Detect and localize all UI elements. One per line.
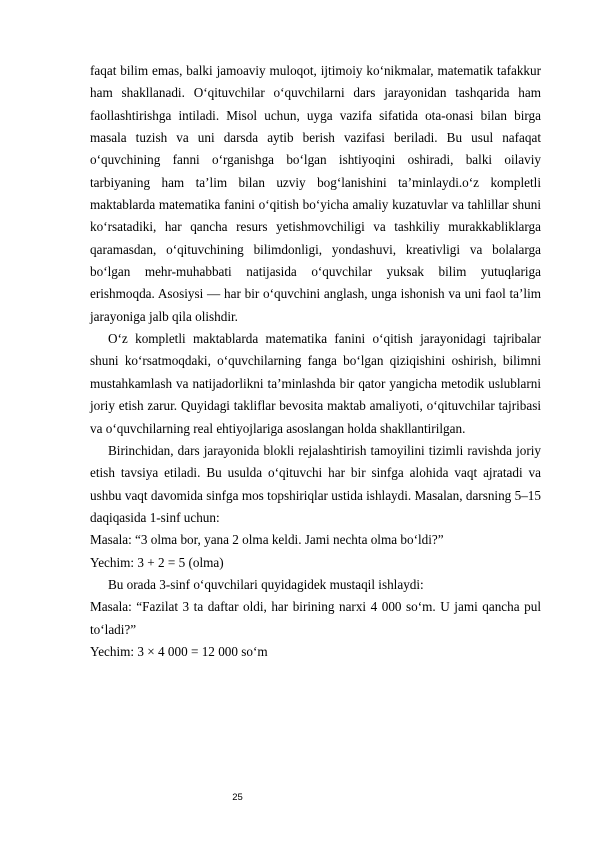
problem-grade3: Masala: “Fazilat 3 ta daftar oldi, har birining narxi 4 000 so‘m. U jami qancha pul to‘ladi?” xyxy=(90,599,541,637)
solution-grade3: Yechim: 3 × 4 000 = 12 000 so‘m xyxy=(90,643,268,659)
paragraph-proposals-intro: O‘z kompletli maktablarda matematika fanini o‘qitish jarayonidagi tajribalar shuni ko‘rsatmoqdaki, o‘quvchilarning fanga bo‘lgan qiziqishini oshirish, bilimni mustahkamlash va natijadorlikni ta’minlashda bir qator yangicha metodik uslublarni joriy etish zarur. Quyidagi takliflar bevosita maktab amaliyoti, o‘qituvchilar tajribasi va o‘quvchilarning real ehtiyojlariga asoslangan holda shakllantirilgan. xyxy=(90,331,541,436)
page-body xyxy=(90,60,541,663)
page-number: 25 xyxy=(232,792,243,803)
problem-grade1: Masala: “3 olma bor, yana 2 olma keldi. Jami nechta olma bo‘ldi?” xyxy=(90,532,444,548)
paragraph-block-planning: Birinchidan, dars jarayonida blokli rejalashtirish tamoyilini tizimli ravishda joriy etish tavsiya etiladi. Bu usulda o‘qituvchi har bir sinfga alohida vaqt ajratadi va ushbu vaqt davomida sinfga mos topshiriqlar ustida ishlaydi. Masalan, darsning 5–15 daqiqasida 1-sinf uchun: xyxy=(90,442,541,525)
solution-grade1: Yechim: 3 + 2 = 5 (olma) xyxy=(90,554,224,570)
paragraph-grade3-intro: Bu orada 3-sinf o‘quvchilari quyidagidek mustaqil ishlaydi: xyxy=(108,576,424,592)
paragraph-continuation: faqat bilim emas, balki jamoaviy muloqot, ijtimoiy ko‘nikmalar, matematik tafakkur ham shakllanadi. O‘qituvchilar o‘quvchilarni dars jarayonidan tashqarida ham faollashtirishga intiladi. Misol uchun, uyga vazifa sifatida ota-onasi bilan birga masala tuzish va uni darsda aytib berish vazifasi beriladi. Bu usul nafaqat o‘quvchining fanni o‘rganishga bo‘lgan ishtiyoqini oshiradi, balki oilaviy tarbiyaning ham ta’lim bilan uzviy bog‘lanishini ta’minlaydi.o‘z kompletli maktablarda matematika fanini o‘qitish bo‘yicha amaliy kuzatuvlar va tahlillar shuni ko‘rsatadiki, har qancha resurs yetishmovchiligi va tashkiliy murakkabliklarga qaramasdan, o‘qituvchining bilimdonligi, yondashuvi, kreativligi va bolalarga bo‘lgan mehr-muhabbati natijasida o‘quvchilar yuksak bilim yutuqlariga erishmoqda. Asosiysi — har bir o‘quvchini anglash, unga ishonish va uni faol ta’lim jarayoniga jalb qila olishdir. xyxy=(90,63,541,324)
